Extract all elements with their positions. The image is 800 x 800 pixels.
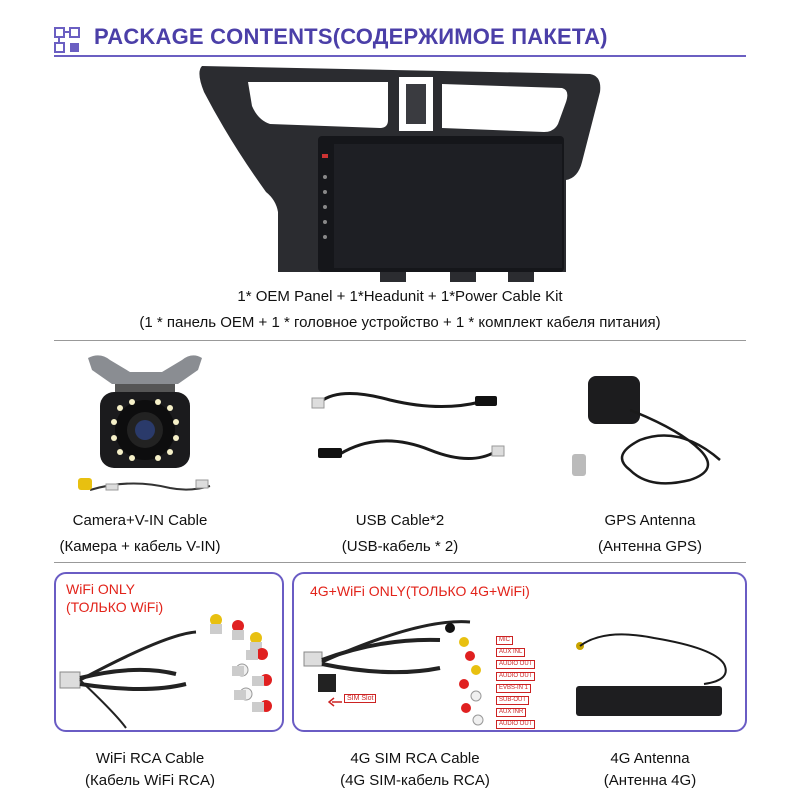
4g-wifi-box — [292, 572, 747, 732]
camera-caption-ru: (Камера + кабель V-IN) — [59, 538, 221, 555]
sim-slot-arrow-icon — [328, 694, 342, 704]
4g-antenna-image — [564, 624, 744, 724]
camera-caption-en: Camera+V-IN Cable — [72, 512, 208, 529]
connector-tag: MIC — [496, 636, 513, 645]
connector-tag: SUB-OUT — [496, 696, 529, 705]
wifi-only-label-ru: (ТОЛЬКО WiFi) — [66, 599, 164, 615]
connector-tag: AUX INR — [496, 708, 526, 717]
4g-sim-rca-caption-en: 4G SIM RCA Cable — [350, 750, 480, 767]
sim-slot-label: SIM Slot — [344, 694, 376, 703]
wifi-rca-caption-ru: (Кабель WiFi RCA) — [85, 772, 215, 789]
wifi-only-box — [54, 572, 284, 732]
gps-caption-ru: (Антенна GPS) — [597, 538, 703, 555]
4g-antenna-caption-ru: (Антенна 4G) — [603, 772, 697, 789]
4g-wifi-only-label: 4G+WiFi ONLY(ТОЛЬКО 4G+WiFi) — [310, 583, 530, 599]
connector-tag: AUX INL — [496, 648, 525, 657]
main-caption-ru: (1 * панель OEM + 1 * головное устройство + 1 * комплект кабеля питания) — [139, 314, 661, 331]
gps-caption-en: GPS Antenna — [604, 512, 696, 529]
wifi-rca-caption-en: WiFi RCA Cable — [95, 750, 205, 767]
usb-caption-en: USB Cable*2 — [355, 512, 445, 529]
usb-cable-image — [310, 380, 510, 480]
connector-tag: EVBS-IN 1 — [496, 684, 531, 693]
page-title: PACKAGE CONTENTS(СОДЕРЖИМОЕ ПАКЕТА) — [94, 24, 608, 49]
usb-caption-ru: (USB-кабель * 2) — [341, 538, 459, 555]
connector-tag: AUDIO OUT — [496, 660, 535, 669]
wifi-rca-cable-image — [56, 614, 282, 730]
header-divider — [54, 55, 746, 57]
main-caption-en: 1* OEM Panel + 1*Headunit + 1*Power Cable Kit — [237, 288, 563, 305]
connector-tag: AUDIO OUT — [496, 720, 535, 729]
wifi-only-label: WiFi ONLY — [66, 581, 135, 597]
oem-panel-image — [190, 62, 610, 287]
gps-antenna-image — [570, 370, 740, 500]
4g-sim-rca-caption-ru: (4G SIM-кабель RCA) — [340, 772, 490, 789]
4g-antenna-caption-en: 4G Antenna — [610, 750, 690, 767]
section-divider-2 — [54, 562, 746, 563]
connector-tag: AUDIO OUT — [496, 672, 535, 681]
camera-image — [70, 350, 220, 500]
package-icon — [54, 27, 80, 53]
section-divider — [54, 340, 746, 341]
